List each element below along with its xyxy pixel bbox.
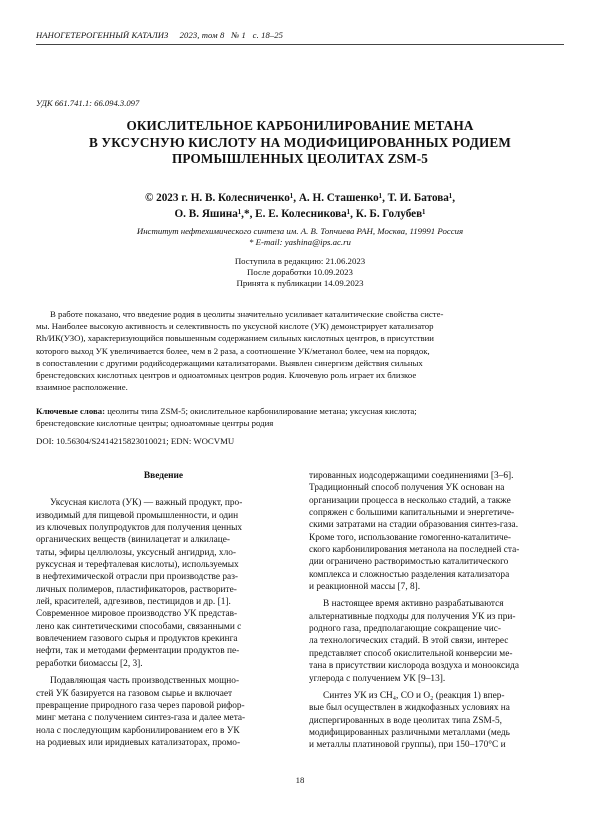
text-line: углерода с получением УК [9–13]. [309, 673, 446, 684]
title-line: В УКСУСНУЮ КИСЛОТУ НА МОДИФИЦИРОВАННЫХ РОДИЕМ [89, 134, 511, 150]
journal-name: НАНОГЕТЕРОГЕННЫЙ КАТАЛИЗ [36, 30, 169, 40]
keywords-line: бренстедовские кислотные центры; одноатомные центры родия [36, 418, 274, 429]
issue-info: 2023, том 8 № 1 с. 18–25 [179, 30, 284, 40]
text-line: организации процесса в несколько стадий, а также [309, 495, 511, 506]
text-line: минг метана с получением синтез-газа и далее мета- [36, 713, 246, 724]
text-line: и реакционной массы [7, 8]. [309, 582, 421, 593]
text-line: нефти, так и методами ферментации продуктов пе- [36, 646, 240, 657]
abstract [36, 308, 564, 393]
abstract-line: которого выход УК увеличивается более, чем в 2 раза, а соотношение УК/метанол более, чем на порядок, [36, 345, 430, 356]
text-line: дии ограничено растворимостью каталитического [309, 557, 509, 568]
date-received: Поступила в редакцию: 21.06.2023 [234, 256, 366, 266]
text-line: личных полимеров, пластификаторов, растворите- [36, 584, 237, 595]
text-line: и металлы платиновой группы), при 150–170°C и [309, 740, 506, 751]
abstract-line: мы. Наиболее высокую активность и селективность по уксусной кислоте (УК) демонстрирует катализатор [36, 321, 434, 332]
text-line: представляет способ окислительной конверсии ме- [309, 648, 513, 659]
text-line: диспергированных в воде цеолитах типа ZSM-5, [309, 715, 502, 726]
text-line: лено как синтетическими способами, связанными с [36, 621, 242, 632]
section-heading: Введение [143, 471, 184, 481]
page-number: 18 [295, 775, 305, 785]
text-line: вые был осуществлен в жидкофазных условиях на [309, 703, 510, 714]
text-line: Уксусная кислота (УК) — важный продукт, про- [50, 498, 243, 509]
text-line: сопряжен с большими капитальными и энергетиче- [309, 508, 515, 519]
text-line: стей УК базируется на газовом сырье и включает [36, 688, 233, 699]
doi: DOI: 10.56304/S2414215823010021; EDN: WOCVMU [36, 436, 235, 446]
article-title [60, 118, 540, 168]
text-line: ла технологических стадий. В этой связи, интерес [309, 636, 509, 647]
keywords [36, 405, 564, 429]
header-rule [36, 44, 564, 45]
text-line: руксусная и терефталевая кислоты), используемых [36, 560, 239, 571]
udc-code: УДК 661.741.1: 66.094.3.097 [36, 98, 140, 108]
text-line: тированных иодсодержащими соединениями [3–6]. [309, 471, 514, 481]
abstract-line: в сопоставлении с другими родийсодержащими катализаторами. Выявлен синергизм действия сильных [36, 357, 423, 368]
abstract-line: бренстедовских кислотных центров и одноатомных центров родия. Ключевую роль играет их близкое [36, 370, 417, 381]
text-line: ского карбонилирования метанола на последней ста- [309, 545, 520, 556]
text-line: реработки биомассы [2, 3]. [36, 658, 143, 669]
authors-line: О. В. Яшина¹,*, Е. Е. Колесникова¹, К. Б. Голубев¹ [174, 208, 426, 220]
authors [60, 190, 540, 222]
text-line: Традиционный способ получения УК основан на [309, 483, 505, 494]
text-line: альтернативные подходы для получения УК из при- [309, 611, 516, 622]
abstract-line: взаимное расположение. [36, 382, 128, 393]
text-line: вовлечением газового сырья и продуктов крекинга [36, 634, 238, 645]
text-line: Подавляющая часть производственных мощно- [50, 676, 240, 687]
text-line: изводимый для пищевой промышленности, и один [36, 510, 239, 521]
text-line: Синтез УК из CH₄, CO и O₂ (реакция 1) впер- [323, 690, 505, 701]
authors-line: © 2023 г. Н. В. Колесниченко¹, А. Н. Сташенко¹, Т. И. Батова¹, [144, 192, 456, 204]
text-line: из ключевых полупродуктов для получения ценных [36, 523, 243, 534]
affiliation-line: Институт нефтехимического синтеза им. А. В. Топчиева РАН, Москва, 119991 Россия [136, 226, 464, 236]
date-accepted: Принята к публикации 14.09.2023 [236, 278, 364, 288]
right-column [309, 470, 564, 752]
text-line: таты, эфиры целлюлозы, уксусный ангидрид, хло- [36, 547, 237, 558]
keywords-line: цеолиты типа ZSM-5; окислительное карбонилирование метана; уксусная кислота; [107, 406, 417, 416]
text-line: органических веществ (винилацетат и алкилаце- [36, 535, 230, 546]
text-line: В настоящее время активно разрабатываются [323, 599, 504, 610]
text-line: комплекса и сложностью разделения катализатора [309, 569, 510, 580]
text-line: Современное мировое производство УК представ- [36, 609, 238, 620]
text-line: скими затратами на стадии образования синтез-газа. [309, 520, 519, 531]
running-header [36, 30, 564, 40]
text-line: превращение природного газа через паровой рифор- [36, 700, 245, 711]
text-line: родного газа, предполагающие сокращение чис- [309, 624, 502, 635]
keywords-label: Ключевые слова: [36, 406, 106, 416]
left-column [36, 470, 291, 749]
abstract-line: В работе показано, что введение родия в цеолиты значительно усиливает каталитические свойства систе- [50, 309, 444, 319]
text-line: лей, красителей, адгезивов, пестицидов и др. [1]. [36, 597, 231, 608]
submission-dates [200, 256, 400, 289]
text-line: в нефтехимической отрасли при производстве раз- [36, 572, 239, 583]
text-line: тана в присутствии кислорода воздуха и монооксида [309, 661, 520, 672]
title-line: ПРОМЫШЛЕННЫХ ЦЕОЛИТАХ ZSM-5 [171, 151, 429, 166]
affiliation-email: * E-mail: yashina@ips.ac.ru [249, 237, 351, 247]
text-line: нола с последующим карбонилированием его в УК [36, 725, 240, 736]
title-line: ОКИСЛИТЕЛЬНОЕ КАРБОНИЛИРОВАНИЕ МЕТАНА [126, 118, 474, 133]
text-line: на родиевых или иридиевых катализаторах, промо- [36, 737, 241, 748]
text-line: модифицированных различными металлами (медь [309, 727, 510, 738]
text-line: Кроме того, использование гомогенно-каталитиче- [309, 532, 511, 543]
date-revised: После доработки 10.09.2023 [247, 267, 353, 277]
affiliation [40, 226, 560, 248]
abstract-line: Rh/ИК(УЗО), характеризующийся повышенным содержанием сильных кислотных центров, в присутствии [36, 333, 434, 344]
